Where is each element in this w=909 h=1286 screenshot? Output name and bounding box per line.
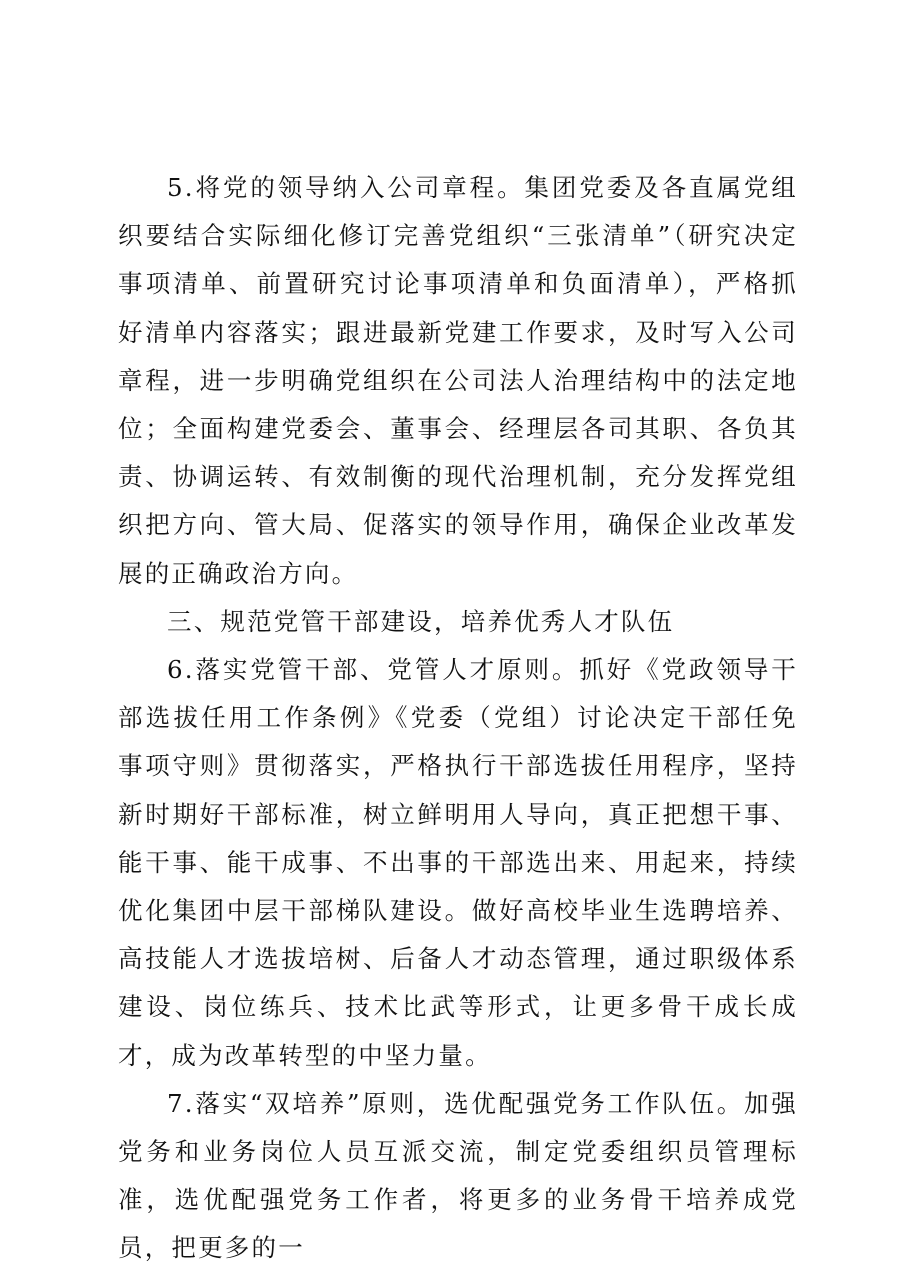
section-heading-3: 三、规范党管干部建设，培养优秀人才队伍	[167, 606, 675, 636]
paragraph-item-7: 7.落实“双培养”原则，选优配强党务工作队伍。加强党务和业务岗位人员互派交流，制定党委组织员管理标准，选优配强党务工作者，将更多的业务骨干培养成党员，把更多的一	[118, 1088, 798, 1263]
paragraph-item-5: 5.将党的领导纳入公司章程。集团党委及各直属党组织要结合实际细化修订完善党组织“三张清单”（研究决定事项清单、前置研究讨论事项清单和负面清单），严格抓好清单内容落实；跟进最新党建工作要求，及时写入公司章程，进一步明确党组织在公司法人治理结构中的法定地位；全面构建党委会、董事会、经理层各司其职、各负其责、协调运转、有效制衡的现代治理机制，充分发挥党组织把方向、管大局、促落实的领导作用，确保企业改革发展的正确政治方向。	[118, 173, 798, 588]
paragraph-item-6: 6.落实党管干部、党管人才原则。抓好《党政领导干部选拔任用工作条例》《党委（党组）讨论决定干部任免事项守则》贯彻落实，严格执行干部选拔任用程序，坚持新时期好干部标准，树立鲜明用人导向，真正把想干事、能干事、能干成事、不出事的干部选出来、用起来，持续优化集团中层干部梯队建设。做好高校毕业生选聘培养、高技能人才选拔培树、后备人才动态管理，通过职级体系建设、岗位练兵、技术比武等形式，让更多骨干成长成才，成为改革转型的中坚力量。	[118, 655, 798, 1070]
document-body	[118, 164, 798, 1273]
